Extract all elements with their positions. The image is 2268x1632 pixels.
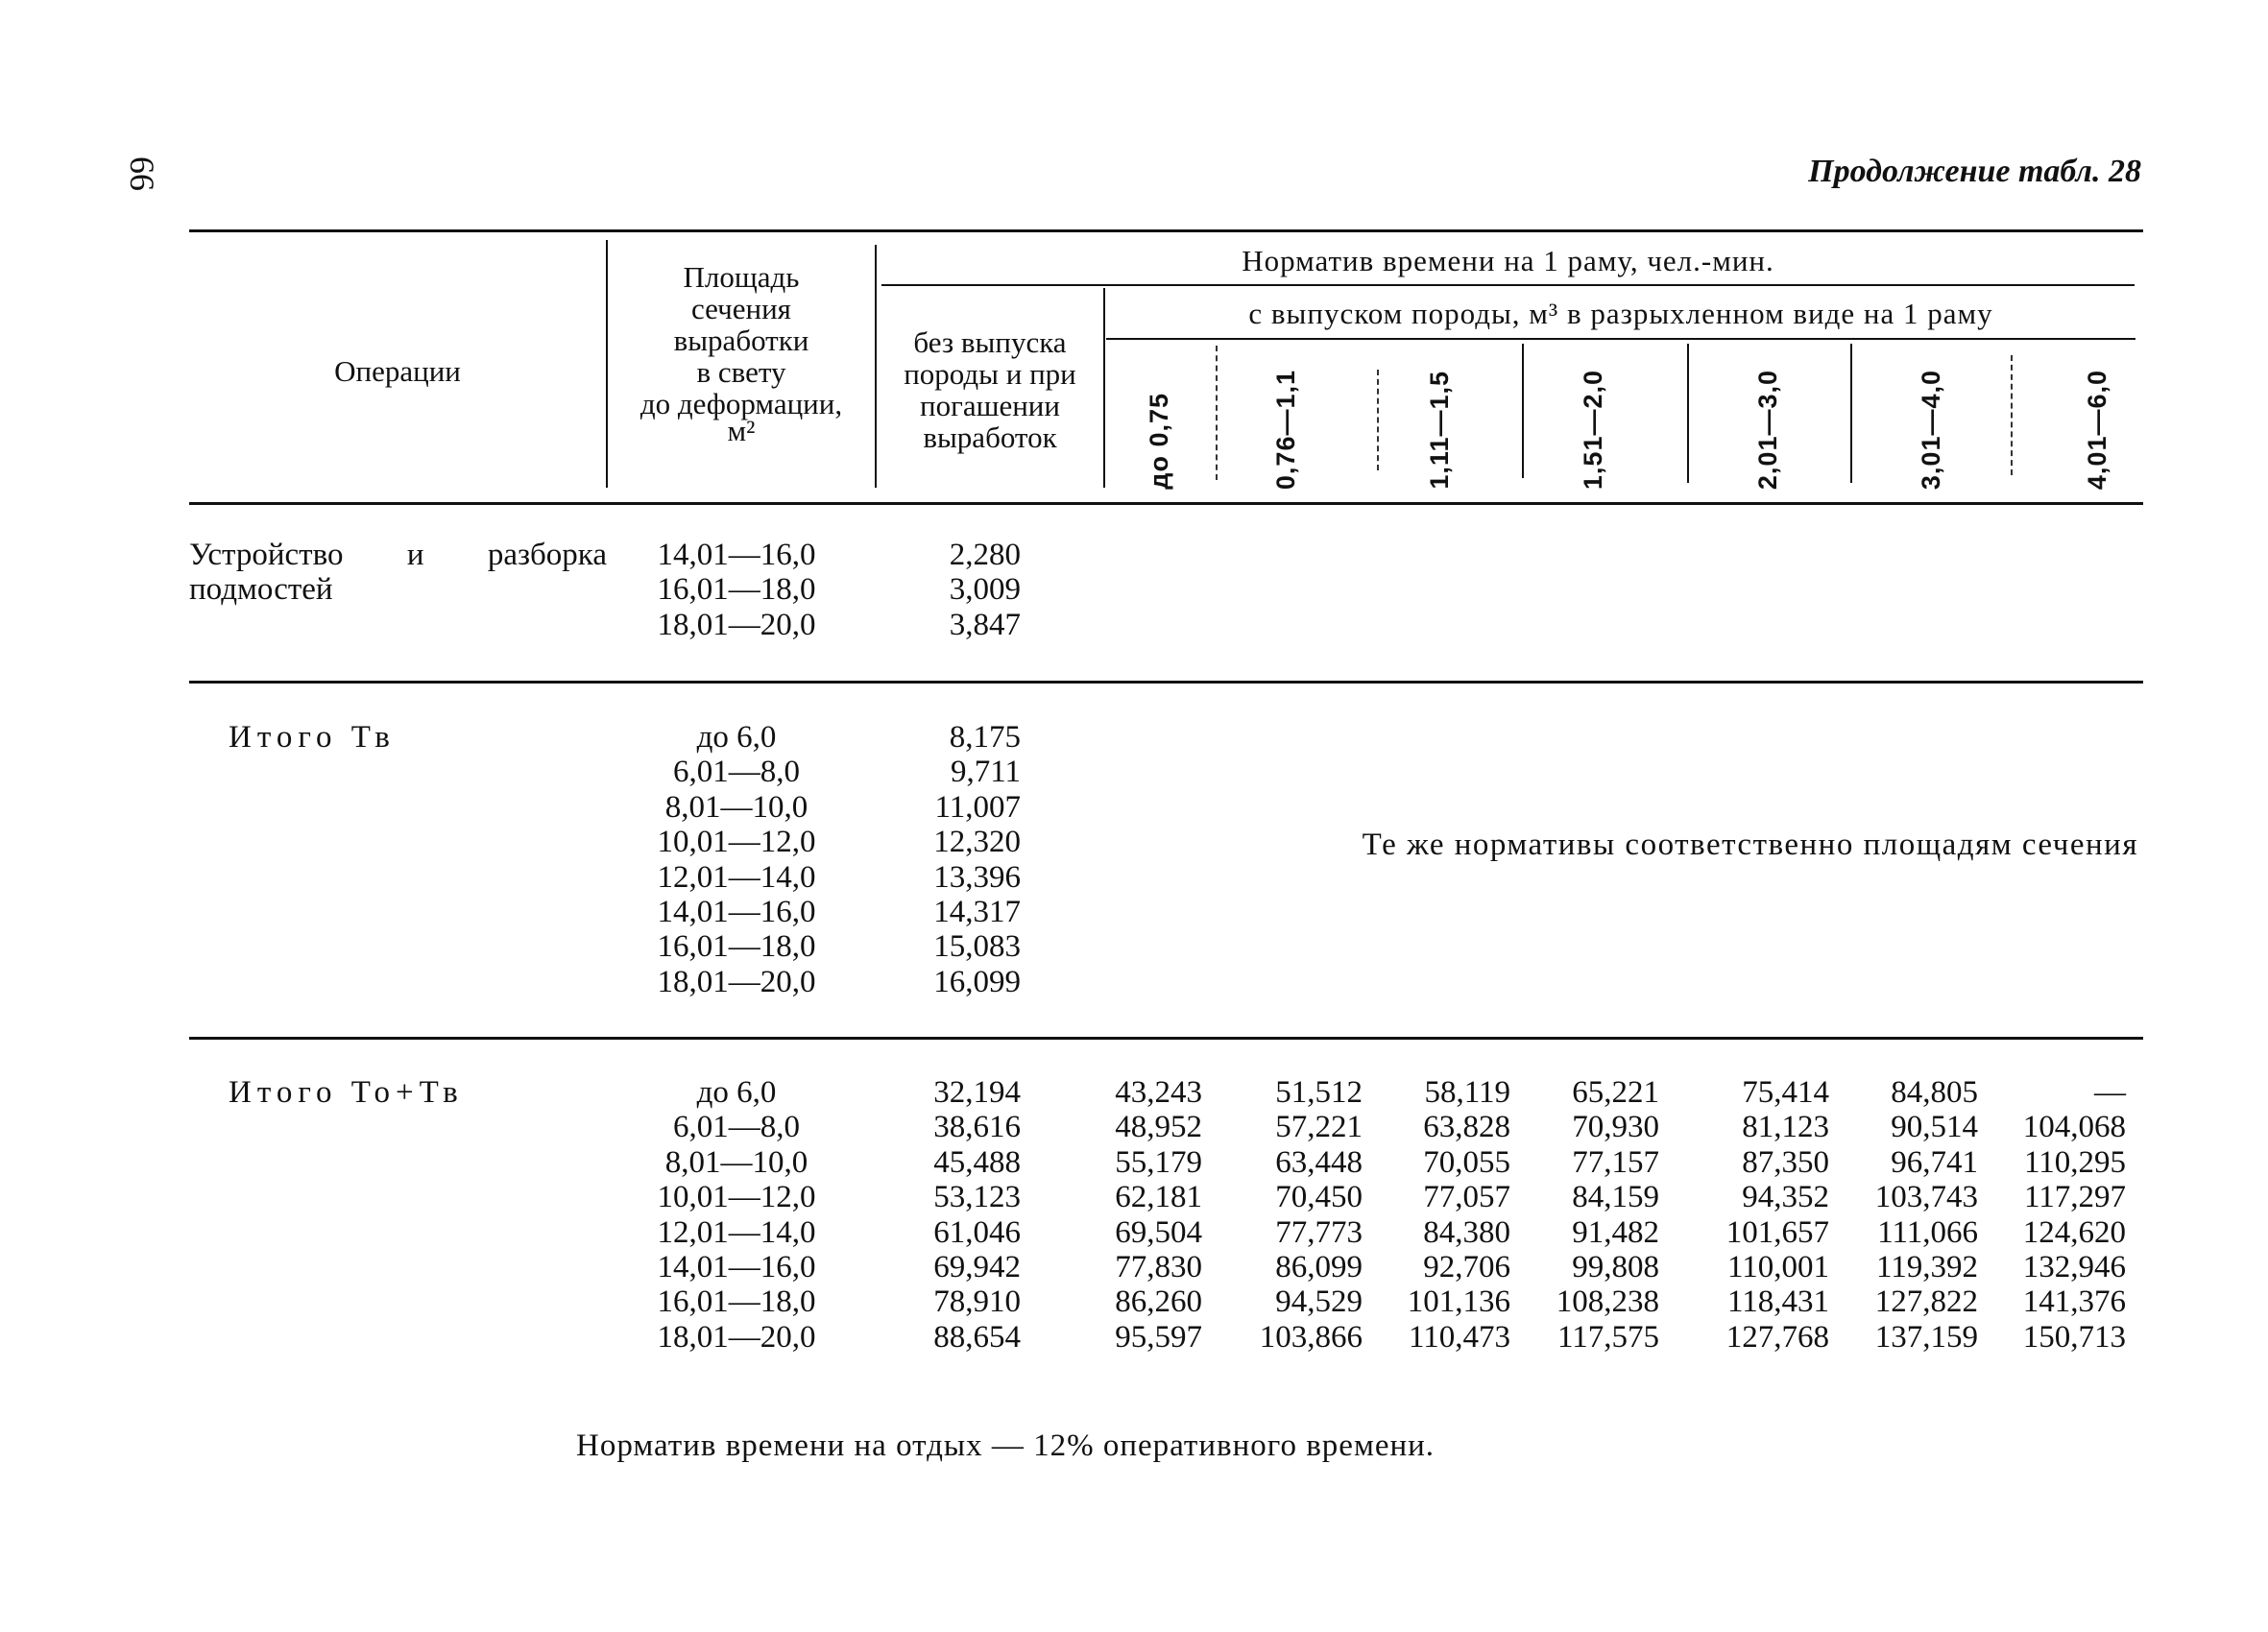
header-area-line: м² [727,414,756,447]
column-divider [1522,344,1524,478]
area-cell: 16,01—18,0 [657,1284,816,1320]
value-cell: 124,620 [2022,1214,2126,1250]
area-cell: 18,01—20,0 [657,964,816,999]
no-release-cell: 13,396 [933,859,1021,895]
value-cell: 103,743 [1874,1180,1978,1215]
value-cell: 77,773 [1275,1214,1363,1250]
column-divider [1687,344,1689,483]
header-range-3: 1,51—2,0 [1579,369,1607,490]
value-cell: 55,179 [1115,1144,1202,1180]
top-rule [189,229,2143,232]
value-cell: 87,350 [1742,1144,1829,1180]
area-cell: 14,01—16,0 [657,895,816,929]
header-no-release-line: без выпуска [913,325,1067,359]
section-label: Устройство и разборка подмостей [189,538,607,608]
no-release-cell: 16,099 [933,964,1021,999]
value-cell: 94,352 [1742,1180,1829,1215]
value-cell: 81,123 [1742,1110,1829,1145]
value-cell: 65,221 [1572,1075,1659,1110]
no-release-cell: 78,910 [933,1284,1021,1320]
value-cell: 96,741 [1891,1144,1978,1180]
value-cell: 69,504 [1115,1214,1202,1250]
header-area-line: Площадь [683,260,800,294]
area-cell: 16,01—18,0 [657,929,816,965]
no-release-cell: 14,317 [933,895,1021,929]
no-release-cell: 3,847 [949,607,1021,642]
value-cell: 62,181 [1115,1180,1202,1215]
no-release-cell: 3,009 [949,572,1021,608]
section-label: Итого То+Тв [229,1075,464,1110]
area-cell: 8,01—10,0 [664,1144,808,1180]
no-release-cell: 9,711 [950,755,1021,790]
value-cell: 141,376 [2022,1284,2126,1320]
header-range-0: до 0,75 [1145,393,1173,490]
value-cell: 70,055 [1423,1144,1510,1180]
norm-title-rule [881,284,2135,286]
value-cell: 90,514 [1891,1110,1978,1145]
area-cell: 12,01—14,0 [657,1214,816,1250]
value-cell: 95,597 [1115,1319,1202,1355]
value-cell: 91,482 [1572,1214,1659,1250]
footer-note: Норматив времени на отдых — 12% оперативного времени. [576,1428,1436,1463]
value-cell: 75,414 [1742,1075,1829,1110]
value-cell: 104,068 [2022,1110,2126,1145]
value-cell: 51,512 [1275,1075,1363,1110]
value-cell: 108,238 [1556,1284,1659,1320]
area-cell: 18,01—20,0 [657,1319,816,1355]
value-cell: 101,136 [1407,1284,1510,1320]
value-cell: 58,119 [1424,1075,1510,1110]
table-continuation-title: Продолжение табл. 28 [1808,154,2141,189]
value-cell: 70,930 [1572,1110,1659,1145]
value-cell: 48,952 [1115,1110,1202,1145]
column-divider [1216,346,1218,480]
value-cell: 137,159 [1874,1319,1978,1355]
value-cell: 103,866 [1259,1319,1363,1355]
value-cell: 63,448 [1275,1144,1363,1180]
area-cell: 14,01—16,0 [657,1250,816,1284]
value-cell: 63,828 [1423,1110,1510,1145]
no-release-cell: 8,175 [949,720,1021,755]
no-release-cell: 32,194 [933,1075,1021,1110]
value-cell: 77,830 [1115,1250,1202,1284]
value-cell: 117,575 [1556,1319,1659,1355]
header-area-line: сечения [691,292,791,325]
area-cell: 10,01—12,0 [657,825,816,860]
area-cell: 10,01—12,0 [657,1180,816,1215]
area-cell: 12,01—14,0 [657,859,816,895]
value-cell: 117,297 [2023,1180,2126,1215]
value-cell: 57,221 [1275,1110,1363,1145]
value-cell: — [2094,1075,2126,1110]
value-cell: 110,473 [1408,1319,1510,1355]
value-cell: 84,380 [1423,1214,1510,1250]
value-cell: 101,657 [1725,1214,1829,1250]
value-cell: 110,295 [2023,1144,2126,1180]
value-cell: 70,450 [1275,1180,1363,1215]
header-range-4: 2,01—3,0 [1753,369,1782,490]
value-cell: 86,099 [1275,1250,1363,1284]
header-range-5: 3,01—4,0 [1917,369,1945,490]
area-cell: 16,01—18,0 [657,572,816,608]
no-release-cell: 69,942 [933,1250,1021,1284]
section-rule [189,681,2143,684]
section-label: Итого Тв [229,720,396,755]
area-cell: 6,01—8,0 [673,755,800,790]
area-cell: 18,01—20,0 [657,607,816,642]
page-number: 66 [123,156,161,191]
no-release-cell: 2,280 [949,538,1021,572]
header-area [608,260,875,447]
column-divider [1850,344,1852,483]
header-no-release [876,326,1104,453]
value-cell: 86,260 [1115,1284,1202,1320]
header-range-6: 4,01—6,0 [2083,369,2111,490]
header-bottom-rule [189,502,2143,505]
section-note: Те же нормативы соответственно площадям сечения [1362,828,2138,863]
header-range-2: 1,11—1,5 [1425,371,1454,490]
header-no-release-line: погашении [920,389,1060,422]
value-cell: 118,431 [1726,1284,1829,1320]
value-cell: 77,157 [1572,1144,1659,1180]
value-cell: 127,768 [1725,1319,1829,1355]
value-cell: 84,159 [1572,1180,1659,1215]
value-cell: 119,392 [1875,1250,1978,1284]
no-release-cell: 12,320 [933,825,1021,860]
column-divider [2011,355,2013,475]
value-cell: 77,057 [1423,1180,1510,1215]
area-cell: 6,01—8,0 [673,1110,800,1145]
header-no-release-line: выработок [923,420,1057,454]
value-cell: 94,529 [1275,1284,1363,1320]
no-release-cell: 45,488 [933,1144,1021,1180]
area-cell: до 6,0 [696,1075,777,1110]
no-release-cell: 11,007 [934,789,1021,825]
no-release-cell: 88,654 [933,1319,1021,1355]
value-cell: 92,706 [1423,1250,1510,1284]
value-cell: 84,805 [1891,1075,1978,1110]
header-operations: Операции [334,354,461,388]
section-rule [189,1037,2143,1040]
value-cell: 43,243 [1115,1075,1202,1110]
value-cell: 132,946 [2022,1250,2126,1284]
no-release-cell: 38,616 [933,1110,1021,1145]
with-release-rule [1106,338,2135,340]
value-cell: 110,001 [1726,1250,1829,1284]
header-with-release: с выпуском породы, м³ в разрыхленном виде на 1 раму [1248,297,1993,330]
area-cell: 14,01—16,0 [657,538,816,572]
value-cell: 150,713 [2022,1319,2126,1355]
no-release-cell: 61,046 [933,1214,1021,1250]
value-cell: 99,808 [1572,1250,1659,1284]
area-cell: 8,01—10,0 [664,789,808,825]
area-cell: до 6,0 [696,720,777,755]
header-area-line: в свету [696,355,786,389]
value-cell: 127,822 [1874,1284,1978,1320]
header-area-line: выработки [673,324,809,357]
no-release-cell: 53,123 [933,1180,1021,1215]
value-cell: 111,066 [1877,1214,1978,1250]
header-norm-title: Норматив времени на 1 раму, чел.-мин. [1242,244,1774,277]
header-no-release-line: породы и при [904,357,1076,391]
no-release-cell: 15,083 [933,929,1021,965]
header-range-1: 0,76—1,1 [1271,369,1300,490]
header-area-line: до деформации, [639,387,843,420]
column-divider [1377,370,1379,470]
